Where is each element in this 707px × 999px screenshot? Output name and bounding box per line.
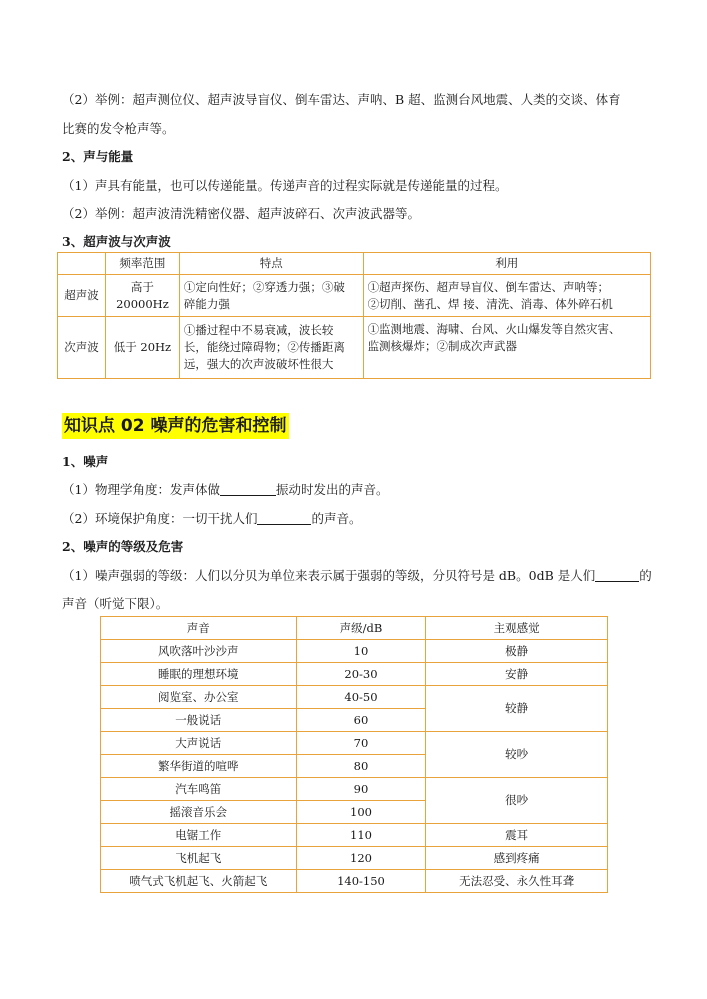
frequency-range: 高于 20000Hz (105, 275, 179, 317)
noise-level-table (100, 616, 608, 893)
paragraph-energy-1: （1）声具有能量，也可以传递能量。传递声音的过程实际就是传递能量的过程。 (62, 178, 508, 193)
sound-source: 阅览室、办公室 (101, 686, 297, 709)
paragraph-noise-environment: （2）环境保护角度：一切干扰人们 的声音。 (62, 511, 362, 526)
subjective-feeling: 较静 (426, 686, 608, 732)
section-heading-noise: 1、噪声 (62, 454, 109, 469)
knowledge-point-title: 知识点 02 噪声的危害和控制 (62, 413, 289, 439)
header-cell: 声音 (101, 617, 297, 640)
example-line-2: 比赛的发令枪声等。 (62, 121, 175, 136)
section-heading-sound-energy: 2、声与能量 (62, 149, 134, 164)
table-row (101, 847, 608, 870)
sound-source: 繁华街道的喧哗 (101, 755, 297, 778)
sound-source: 飞机起飞 (101, 847, 297, 870)
header-cell: 特点 (179, 253, 363, 275)
header-cell: 利用 (363, 253, 650, 275)
paragraph-energy-2: （2）举例：超声波清洗精密仪器、超声波碎石、次声波武器等。 (62, 206, 420, 221)
uses: ①超声探伤、超声导盲仪、倒车雷达、声呐等； ②切削、凿孔、焊 接、清洗、消毒、体外碎石机 (363, 275, 650, 317)
paragraph-noise-levels: （1）噪声强弱的等级：人们以分贝为单位来表示属于强弱的等级，分贝符号是 dB。0dB 是人们 的 (62, 568, 652, 583)
example-line-1: （2）举例：超声测位仪、超声波导盲仪、倒车雷达、声呐、B 超、监测台风地震、人类的交谈、体育 (62, 92, 621, 107)
table-row (101, 778, 608, 801)
table-header-row (101, 617, 608, 640)
subjective-feeling: 很吵 (426, 778, 608, 824)
subjective-feeling: 安静 (426, 663, 608, 686)
table-row (101, 640, 608, 663)
uses: ①监测地震、海啸、台风、火山爆发等自然灾害、 监测核爆炸；②制成次声武器 (363, 317, 650, 379)
sound-source: 大声说话 (101, 732, 297, 755)
sound-level: 110 (296, 824, 426, 847)
section-heading-ultra-infra: 3、超声波与次声波 (62, 234, 171, 249)
sound-level: 60 (296, 709, 426, 732)
wave-name: 次声波 (58, 317, 106, 379)
ultrasound-infrasound-table (57, 252, 651, 379)
table-row (58, 317, 651, 379)
table-row (101, 870, 608, 893)
subjective-feeling: 极静 (426, 640, 608, 663)
subjective-feeling: 无法忍受、永久性耳聋 (426, 870, 608, 893)
table-row (101, 824, 608, 847)
subjective-feeling: 较吵 (426, 732, 608, 778)
header-cell: 主观感觉 (426, 617, 608, 640)
header-cell (58, 253, 106, 275)
frequency-range: 低于 20Hz (105, 317, 179, 379)
sound-level: 100 (296, 801, 426, 824)
table-row (101, 686, 608, 709)
sound-level: 80 (296, 755, 426, 778)
header-cell: 声级/dB (296, 617, 426, 640)
sound-level: 20-30 (296, 663, 426, 686)
sound-source: 电锯工作 (101, 824, 297, 847)
sound-level: 90 (296, 778, 426, 801)
header-cell: 频率范围 (105, 253, 179, 275)
features: ①播过程中不易衰减，波长较 长，能绕过障碍物；②传播距离 远，强大的次声波破坏性很大 (179, 317, 363, 379)
subjective-feeling: 震耳 (426, 824, 608, 847)
answer-blank[interactable] (220, 481, 276, 496)
sound-source: 喷气式飞机起飞、火箭起飞 (101, 870, 297, 893)
sound-level: 10 (296, 640, 426, 663)
section-heading-noise-levels: 2、噪声的等级及危害 (62, 539, 184, 554)
sound-level: 140-150 (296, 870, 426, 893)
sound-source: 睡眠的理想环境 (101, 663, 297, 686)
wave-name: 超声波 (58, 275, 106, 317)
sound-level: 120 (296, 847, 426, 870)
table-row (101, 732, 608, 755)
sound-level: 40-50 (296, 686, 426, 709)
sound-source: 风吹落叶沙沙声 (101, 640, 297, 663)
paragraph-noise-levels-cont: 声音（听觉下限）。 (62, 596, 169, 611)
paragraph-noise-physics: （1）物理学角度：发声体做 振动时发出的声音。 (62, 482, 389, 497)
answer-blank[interactable] (257, 510, 311, 525)
table-header-row (58, 253, 651, 275)
sound-level: 70 (296, 732, 426, 755)
sound-source: 一般说话 (101, 709, 297, 732)
table-row (101, 663, 608, 686)
features: ①定向性好；②穿透力强；③破 碎能力强 (179, 275, 363, 317)
answer-blank[interactable] (595, 567, 639, 582)
sound-source: 摇滚音乐会 (101, 801, 297, 824)
sound-source: 汽车鸣笛 (101, 778, 297, 801)
table-row (58, 275, 651, 317)
subjective-feeling: 感到疼痛 (426, 847, 608, 870)
